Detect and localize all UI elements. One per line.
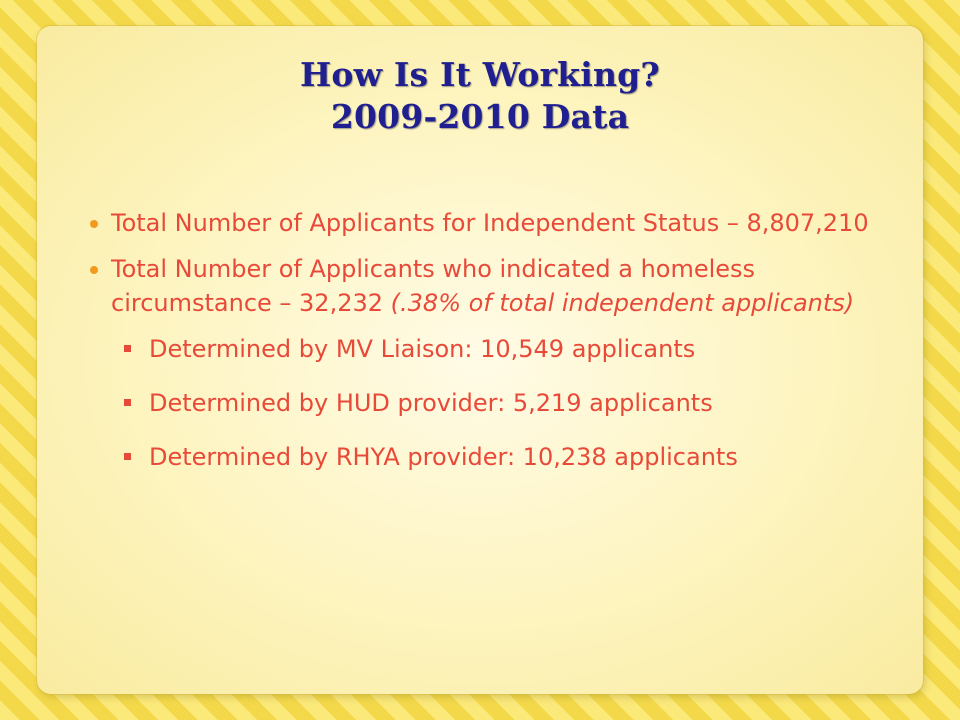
slide-panel — [37, 26, 923, 694]
sub-bullet-item-mv-liaison — [37, 332, 923, 366]
sub-bullet-text: Determined by MV Liaison: 10,549 applicants — [149, 335, 696, 363]
sub-bullet-text: Determined by RHYA provider: 10,238 applicants — [149, 443, 738, 471]
round-bullet-icon — [90, 220, 98, 228]
sub-bullet-item-hud-provider — [37, 386, 923, 420]
sub-bullet-item-rhya-provider — [37, 440, 923, 474]
title-line-1: How Is It Working? — [300, 55, 660, 94]
slide-content — [37, 206, 923, 494]
title-line-2: 2009-2010 Data — [330, 97, 630, 136]
bullet-item-homeless-applicants — [37, 252, 923, 320]
bullet-text: Total Number of Applicants for Independent Status – 8,807,210 — [111, 209, 869, 237]
sub-bullet-text: Determined by HUD provider: 5,219 applicants — [149, 389, 713, 417]
bullet-item-total-applicants — [37, 206, 923, 240]
square-bullet-icon — [124, 399, 131, 406]
round-bullet-icon — [90, 266, 98, 274]
square-bullet-icon — [124, 345, 131, 352]
bullet-text: Total Number of Applicants who indicated a homeless circumstance – 32,232 — [111, 255, 756, 317]
bullet-italic-note: (.38% of total independent applicants) — [390, 289, 855, 317]
square-bullet-icon — [124, 453, 131, 460]
slide-title — [37, 54, 923, 138]
